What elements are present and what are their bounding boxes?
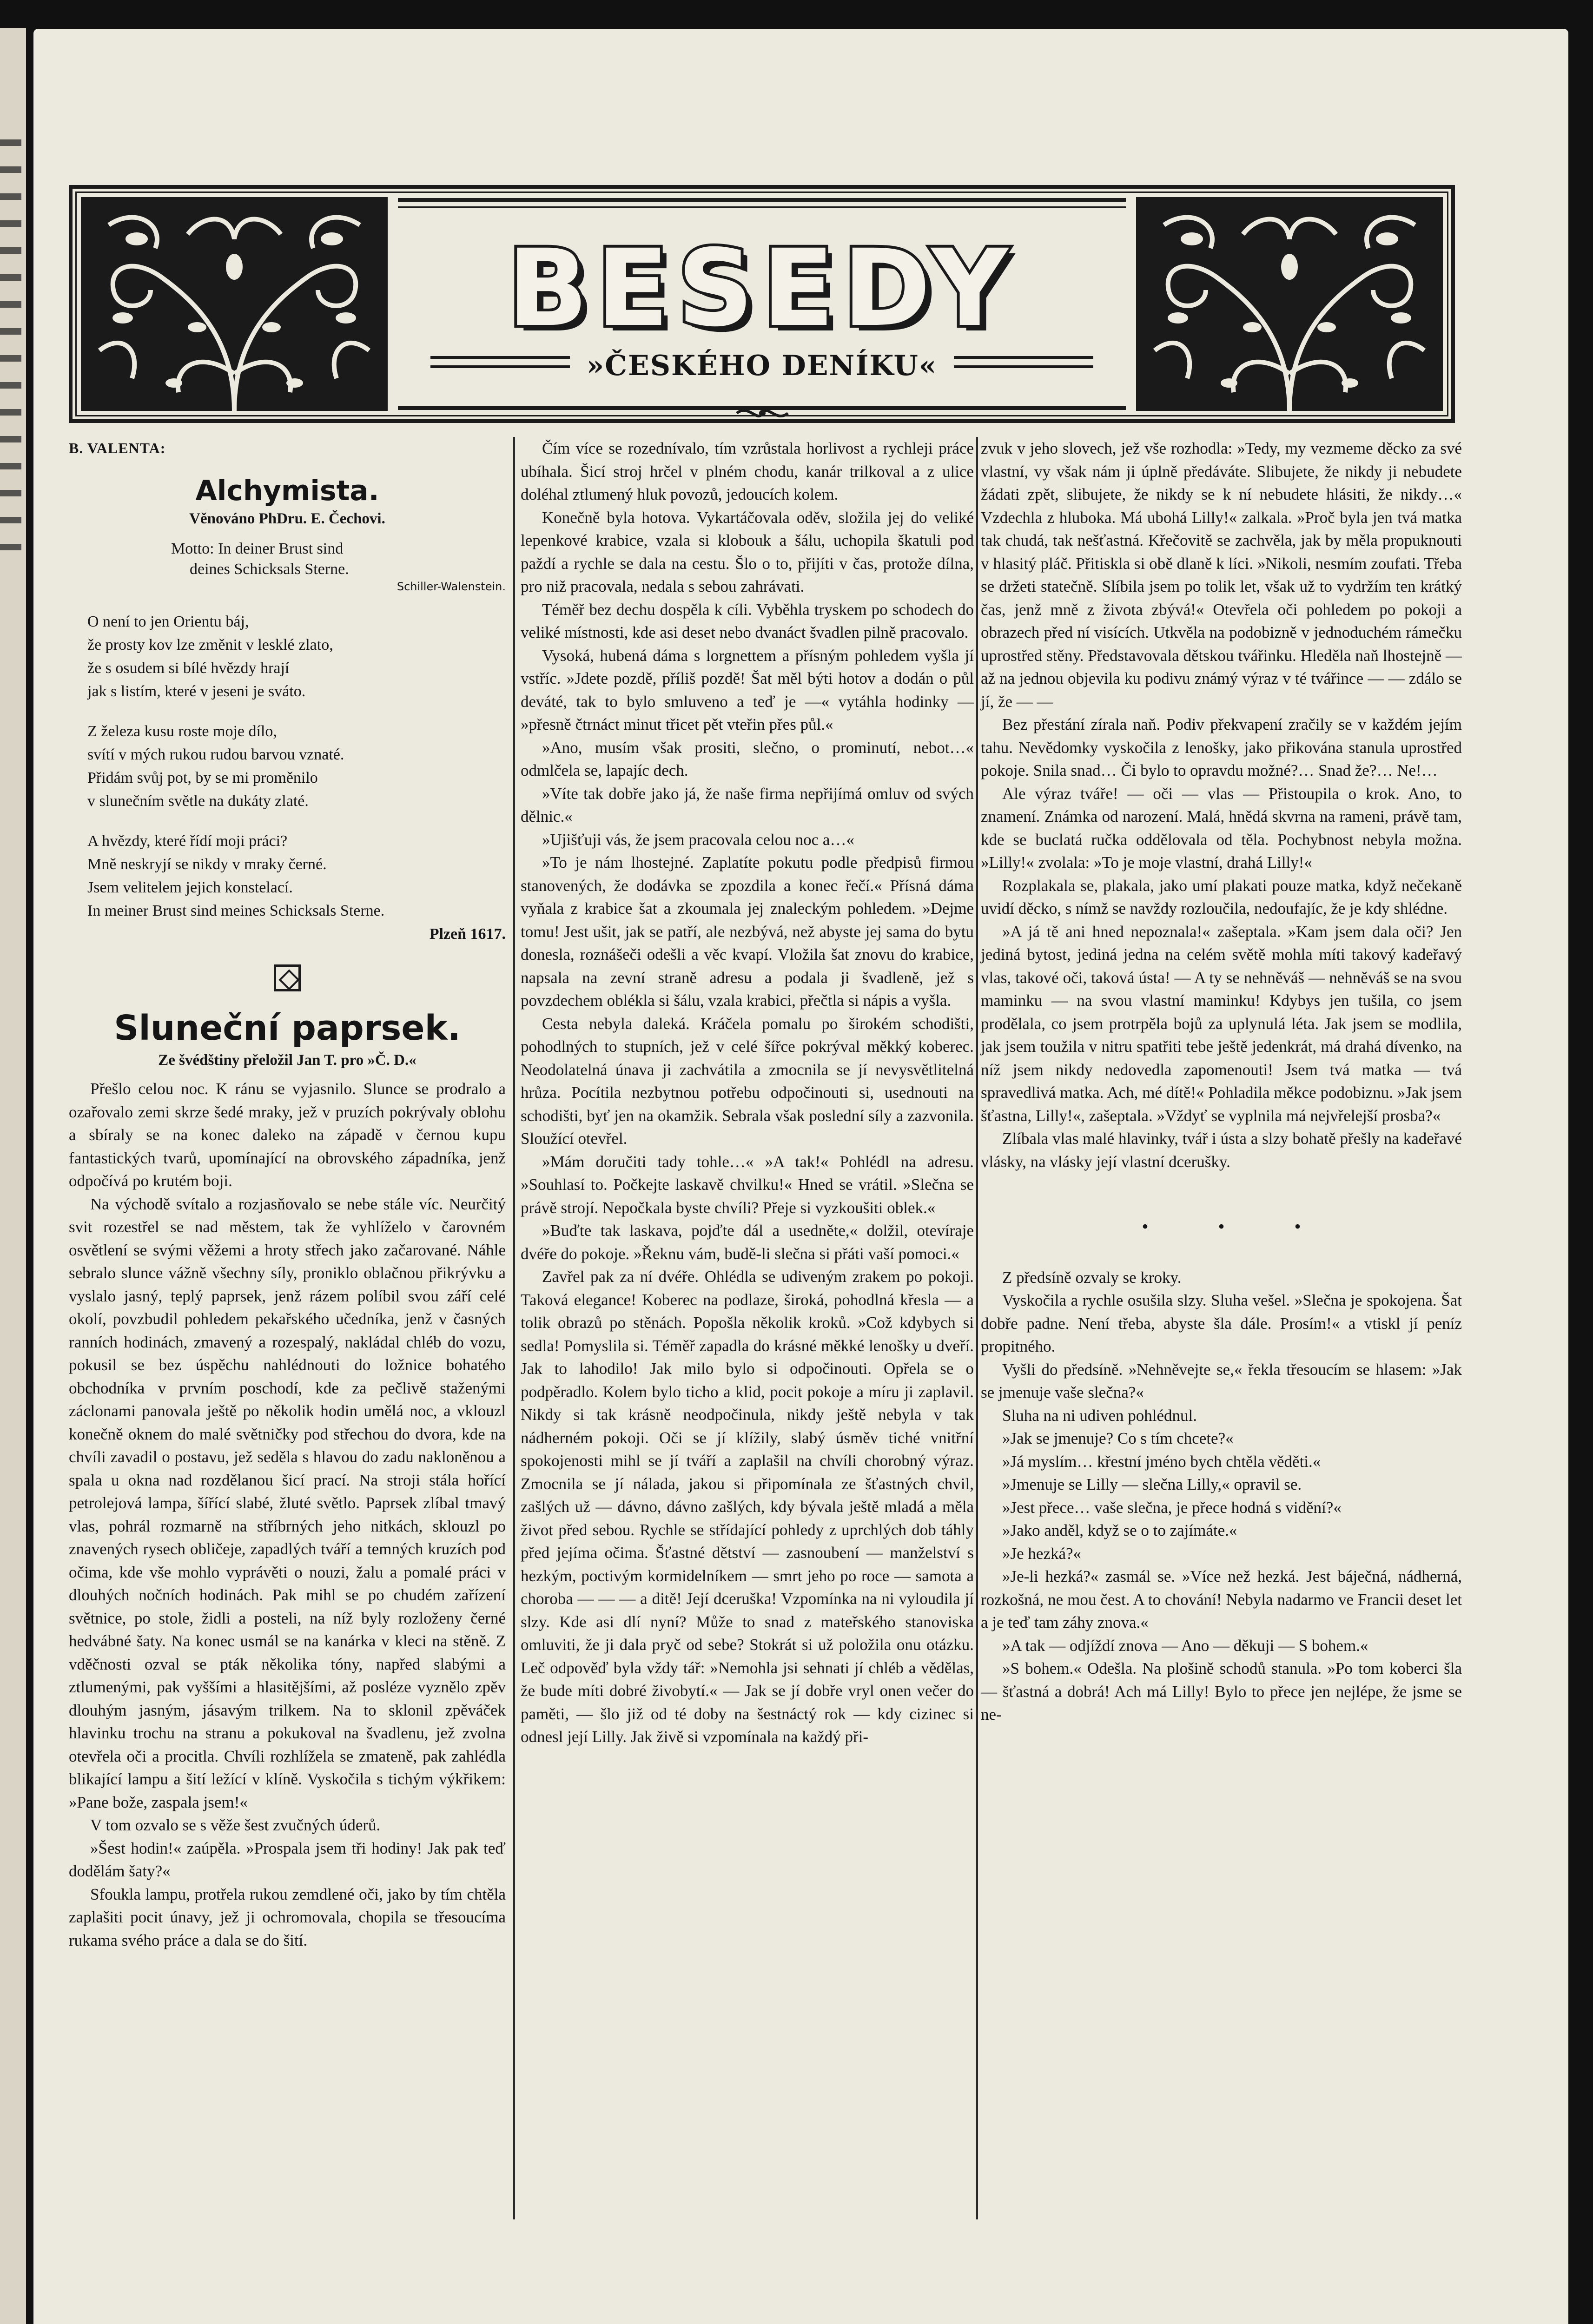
story-paragraph: Na východě svítalo a rozjasňovalo se nebe stále víc. Neurčitý svit rozestřel se nad městem, tak že vyhlíželo v čarovném osvětlení se svými věžemi a hroty střech jako začarované. Náhle sebralo slunce vážně všechny síly, proniklo oblačnou přikrývku a vyslalo jasný, teplý paprsek, jenž rázem políbil svou září celé okolí, povzbudil pohledem pekařského učedníka, jenž v časných ranních hodinách, zmavený a rozespalý, nakládal chléb do vozu, pokusil se bez úspěchu nahlédnouti do ložnice bohatého obchodníka v prvním poschodí, kde za pečlivě staženými záclonami panovala ještě po několik hodin umělá noc, a vklouzl konečně oknem do malé světničky pod střechou do dvora, kde na chvíli zavadil o postavu, jež seděla s hlavou do zadu nakloněnou a spala u okna nad rozdělanou šicí prací. Na stroji stála hořící petrolejová lampa, šířící slabé, žluté světlo. Paprsek zlíbal tmavý vlas, pohrál rozmarně na stříbrných jeho nitkách, sklouzl po znavených rysech obličeje, zapadlých tváří a temných kruzích pod očima, kde vše mohlo vyprávěti o nouzi, žalu a pomalé práci v dlouhých nočních hodinách. Pak mihl se po chudém zařízení světnice, po stole, židli a posteli, na níž byly rozloženy černé hedvábné šaty. Na konec usmál se na kanárka v kleci na stěně. Z vděčnosti ozval se pták několika tóny, napřed slabými a ztlumenými, pak vyššími a hlasitějšími, až posléze vyznělo zpěv dlouhým jasným, jásavým trilkem. Na to sklonil zpěváček hlavinku trochu na stranu a pokukoval na švadlenu, jež zvolna otevřela oči a procitla. Chvíli rozhlížela se zmateně, pak zahlédla blikající lampu a šití ležící v klíně. Vyskočila s tichým výkřikem: »Pane bože, zaspala jsem!« xyxy=(69,1195,506,1811)
story-paragraph: Čím více se rozednívalo, tím vzrůstala horlivost a rychleji práce ubíhala. Šicí stroj hrčel v plném chodu, kanár trilkoval a z ulice doléhal ztlumený hluk povozů, jedoucích kolem. xyxy=(521,439,974,503)
story-paragraph: Zlíbala vlas malé hlavinky, tvář i ústa a slzy bohatě přešly na kadeřavé vlásky, na vlásky její vlastní dcerušky. xyxy=(981,1129,1462,1171)
story-paragraph: »Ano, musím však prositi, slečno, o prominutí, nebot…« odmlčela se, lapajíc dech. xyxy=(521,738,974,779)
column-3 xyxy=(981,437,1462,1726)
masthead-subtitle: »ČESKÉHO DENÍKU« xyxy=(586,350,938,382)
subtitle-rule-right xyxy=(954,356,1093,368)
verse: Jsem velitelem jejich konstelací. xyxy=(87,879,293,896)
verse: Mně neskryjí se nikdy v mraky černé. xyxy=(87,856,327,873)
art-nouveau-ornament-right xyxy=(1136,197,1443,411)
story-byline: Ze švédštiny přeložil Jan T. pro »Č. D.« xyxy=(158,1051,416,1069)
story-paragraph: Sfoukla lampu, protřela rukou zemdlené oči, jako by tím chtěla zaplašiti pocit únavy, jež ji ochromovala, chopila se třesoucíma rukama svého práce a dala se do šití. xyxy=(69,1885,506,1949)
story-paragraph: Rozplakala se, plakala, jako umí plakati pouze matka, když nečekaně uvidí děcko, s nímž se navždy rozloučila, nedoufajíc, že je kdy shlédne. xyxy=(981,876,1462,918)
verse: jak s listím, které v jeseni je sváto. xyxy=(87,683,306,700)
story-paragraph: Vyskočila a rychle osušila slzy. Sluha vešel. »Slečna je spokojena. Šat dobře padne. Není třeba, abyste šla dále. Prosím!« a vtiskl jí peníz propitného. xyxy=(981,1291,1462,1355)
story-paragraph: Konečně byla hotova. Vykartáčovala oděv, složila jej do veliké lepenkové krabice, vzala si klobouk a šálu, uchopila škatuli pod paždí a rychle se dala na cestu. Šlo o to, přijíti v čas, protože dílna, pro niž pracovala, nedala s sebou zahrávati. xyxy=(521,508,974,595)
poem-stanza-3 xyxy=(69,830,506,923)
column-2 xyxy=(521,437,974,1749)
story-paragraph: zvuk v jeho slovech, jež vše rozhodla: »Tedy, my vezmeme děcko za své vlastní, vy však nám ji úplně předáváte. Slibujete, že nikdy ji nebudete žádati zpět, slibujete, že nikdy se k ní nebudete hlásiti, že nikdy…« Vzdechla z hluboka. Má ubohá Lilly!« zalkala. »Proč byla jen tvá matka tak chudá, tak nešťastná. Křečovitě se zachvěla, jak by měla propuknouti v hlasitý pláč. Přitiskla si obě dlaně k líci. »Nikoli, nesmím zoufati. Třeba se držeti statečně. Slíbila jsem po tolik let, však už to vydržím ten krátký čas, jenž mně z života zbývá!« Otevřela oči pohledem po pokoji a obrazech před ní visících. Utkvěla na podobizně v jednoduchém rámečku uprostřed stěny. Představovala dětskou tvářinku. Hleděla naň lhostejně — až na jednou objevila ku podivu známý výraz v té tvářince — — zdálo se jí, že — — xyxy=(981,439,1462,711)
story-paragraph: Vyšli do předsíně. »Nehněvejte se,« řekla třesoucím se hlasem: »Jak se jmenuje vaše slečna?« xyxy=(981,1360,1462,1401)
story-paragraph: »Ujišťuji vás, že jsem pracovala celou noc a…« xyxy=(542,830,854,849)
verse: O není to jen Orientu báj, xyxy=(87,613,249,630)
story-paragraph: Ale výraz tváře! — oči — vlas — Přistoupila o krok. Ano, to znamení. Známka od narození. Malá, hnědá skvrna na rameni, právě tam, kde se buclatá ručka oddělovala od těla. Pochybnost nebyla možna. »Lilly!« zvolala: »To je moje vlastní, drahá Lilly!« xyxy=(981,784,1462,872)
poem-stanza-1 xyxy=(69,610,506,703)
story-paragraph: »A tak — odjíždí znova — Ano — děkuji — S bohem.« xyxy=(1002,1636,1368,1655)
verse: v slunečním světle na dukáty zlaté. xyxy=(87,792,309,810)
story-paragraph: Zavřel pak za ní dvéře. Ohlédla se udiveným zrakem po pokoji. Taková elegance! Koberec na podlaze, široká, pohodlná křesla — a tolik obrazů po stěnách. Popošla několik kroků. »Což kdybych si sedla! Pomyslila si. Téměř zapadla do krásné měkké lenošky u dveří. Jak to lahodilo! Jak milo bylo si odpočinouti. Opřela se o podpěradlo. Kolem bylo ticho a klid, pocit pokoje a míru ji zaplavil. Nikdy si tak krásně neodpočinula, nikdy ještě nebyla v tak nádherném pokoji. Oči se jí klížily, slabý úsměv tiché vnitřní spokojenosti mihl se jí tváří a zaplašil na chvíli chorobný výraz. Zmocnila se jí nálada, jakou si připomínala ze šťastných chvil, zašlých už — dávno, dávno zašlých, kdy bývala ještě mladá a měla život před sebou. Rychle se střídající pohledy z uprchlých dob táhly před jejíma očima. Šťastné dětství — zasnoubení — manželství s hezkým, poctivým kormidelníkem — smrt jeho po roce — samota a choroba — — — a ditě! Její dceruška! Vzpomínka na ni vyloudila jí slzy. Kde asi dlí nyní? Může to snad z mateřského stanoviska omluviti, že ji dala pryč od sebe? Stokrát si už položila onu otázku. Leč odpověď byla vždy tář: »Nemohla jsi sehnati jí chléb a vědělas, že bude míti dobré živobytí.« — Jak se jí dobře vryl onen večer do paměti, — šlo již od té doby na šestnáctý rok — kdy cizinec si odnesl její Lilly. Jak živě si vzpomínala na každý při- xyxy=(521,1268,974,1746)
column-rule-2 xyxy=(976,437,978,2219)
story-paragraph: »A já tě ani hned nepoznala!« zašeptala. »Kam jsem dala oči? Jen jediná bytost, jediná jedna na celém světě mohla míti takový kadeřavý vlas, takové oči, taková ústa! — A ty se nehněváš — nehněváš se na svou maminku — na svou vlastní maminku! Kdybys jen tušila, co jsem prodělala, co jsem protrpěla bojů za uplynulá léta. Jak jsem se modlila, jak jsem toužila v nitru spatřiti tebe ještě jedenkrát, má drahá dívenko, na níž jsem nikdy nedovedla zapomenouti! Jsem tvá matka — tvá spravedlivá matka. Ach, mé dítě!« Pohladila měkce podobiznu. »Jak jsem šťastna, Lilly!«, zašeptala. »Vždyť se vyplnila má nejvřelejší prosba?« xyxy=(981,922,1462,1125)
masthead xyxy=(69,185,1455,423)
story-paragraph: »Víte tak dobře jako já, že naše firma nepřijímá omluv od svých dělnic.« xyxy=(521,784,974,825)
poem-title: Alchymista. xyxy=(195,474,379,507)
story-paragraph: »Jak se jmenuje? Co s tím chcete?« xyxy=(1002,1429,1234,1447)
story-title: Sluneční paprsek. xyxy=(114,1008,461,1048)
story-paragraph: »Šest hodin!« zaúpěla. »Prospala jsem tři hodiny! Jak pak teď dodělám šaty?« xyxy=(69,1839,506,1880)
story-paragraph: Cesta nebyla daleká. Kráčela pomalu po širokém schodišti, pohodlných to stupních, jež v celé šířce pokrýval měkký koberec. Neodolatelná únava ji zachvátila a zmocnila se jí nevysvětlitelná hrůza. Pocítila nezbytnou potřebu odpočinouti si, usednouti na schodišti, byť jen na okamžik. Sebrala však poslední síly a zazvonila. Sloužící otevřel. xyxy=(521,1014,974,1148)
masthead-center xyxy=(398,189,1126,419)
verse: svítí v mých rukou rudou barvou vznaté. xyxy=(87,746,344,763)
adjacent-page-edge xyxy=(0,28,26,2324)
story-paragraph: »Já myslím… křestní jméno bych chtěla věděti.« xyxy=(1002,1452,1321,1471)
story-paragraph: Bez přestání zírala naň. Podiv překvapení zračily se v každém jejím tahu. Nevědomky vyskočila z lenošky, jako přikována stanula uprostřed pokoje. Snila snad… Či bylo to opravdu možné?… Snad že?… Ne!… xyxy=(981,715,1462,779)
motto-line: Motto: In deiner Brust sind xyxy=(171,540,344,557)
story-paragraph: Vysoká, hubená dáma s lorgnettem a přísným pohledem vyšla jí vstříc. »Jdete pozdě, příliš pozdě! Šat měl býti hotov a dodán o půl deváté, tak to bylo smluveno a teď je —« vytáhla hodinky — »přesně čtrnáct minut třicet pět vteřin přes půl.« xyxy=(521,646,974,733)
section-break-dots: ••• xyxy=(1142,1216,1371,1237)
poem-dedication: Věnováno PhDru. E. Čechovi. xyxy=(189,510,385,527)
verse: In meiner Brust sind meines Schicksals Sterne. xyxy=(87,902,385,919)
story-paragraph: »Buďte tak laskava, pojďte dál a usedněte,« dolžil, otevíraje dvéře do pokoje. »Řeknu vám, budě-li slečna si přáti vaší pomoci.« xyxy=(521,1221,974,1263)
masthead-title: BESEDY xyxy=(507,226,1017,350)
story-paragraph: Téměř bez dechu dospěla k cíli. Vyběhla tryskem po schodech do veliké místnosti, kde asi deset nebo dvanáct švadlen pilně pracovalo. xyxy=(521,600,974,641)
motto-line: deines Schicksals Sterne. xyxy=(190,561,349,578)
story-paragraph: »S bohem.« Odešla. Na plošině schodů stanula. »Po tom koberci šla — šťastná a dobrá! Ach má Lilly! Bylo to přece jen nejlépe, že jsme se ne- xyxy=(981,1659,1462,1723)
story-paragraph: »Je-li hezká?« zasmál se. »Více než hezká. Jest báječná, nádherná, rozkošná, ne mou čest. A to chování! Nebyla nadarmo ve Francii deset let a je teď tam záhy znova.« xyxy=(981,1567,1462,1631)
column-1 xyxy=(69,437,506,1952)
verse: Přidám svůj pot, by se mi proměnilo xyxy=(87,769,318,786)
verse: A hvězdy, které řídí moji práci? xyxy=(87,832,288,850)
motto-source: Schiller-Walenstein. xyxy=(397,580,506,593)
verse: Z železa kusu roste moje dílo, xyxy=(87,723,277,740)
story-paragraph: Přešlo celou noc. K ránu se vyjasnilo. Slunce se prodralo a ozařovalo zemi skrze šedé mraky, jež v pruzích pokrývaly oblohu a sbíraly se na konec daleko na západě v černou kupu fantastických tvarů, upomínající na obrovského západníka, jenž odpočívá po krutém boji. xyxy=(69,1080,506,1190)
story-paragraph: Z předsíně ozvaly se kroky. xyxy=(1002,1268,1182,1287)
poem-stanza-2 xyxy=(69,720,506,813)
story-paragraph: Sluha na ni udiven pohlédnul. xyxy=(1002,1406,1197,1425)
story-paragraph: »Jmenuje se Lilly — slečna Lilly,« opravil se. xyxy=(1002,1475,1302,1493)
poem-place-date: Plzeň 1617. xyxy=(429,925,506,943)
story-paragraph: »Mám doručiti tady tohle…« »A tak!« Pohlédl na adresu. »Souhlasí to. Počkejte laskavě chvilku!« Hned se vrátil. »Slečna se právě strojí. Nepočkala byste chvíli? Přeje si vyzkoušiti oblek.« xyxy=(521,1152,974,1217)
story-paragraph: »Jako anděl, když se o to zajímáte.« xyxy=(1002,1521,1237,1539)
column-rule-1 xyxy=(513,437,515,2219)
poem-author: B. VALENTA: xyxy=(69,440,166,456)
story-paragraph: »To je nám lhostejné. Zaplatíte pokutu podle předpisů firmou stanovených, že dodávka se zpozdila a konec řečí.« Přísná dáma vyňala z krabice šat a zkoumala jej znaleckým pohledem. »Dejme tomu! Jest ušit, jak se patří, ale nezbývá, než abyste jej sama do bytu donesla, roznášeči odešli a věc kvapí. Vložila šat znovu do krabice, napsala na zevní straně adresu a podala ji švadleně, jež s povzdechem oblékla si šálu, vzala krabici, přečtla si nápis a vyšla. xyxy=(521,853,974,1010)
art-nouveau-ornament-left xyxy=(81,197,388,411)
section-divider-icon xyxy=(274,964,301,991)
verse: že prosty kov lze změnit v lesklé zlato, xyxy=(87,636,333,654)
story-paragraph: »Je hezká?« xyxy=(1002,1544,1082,1563)
story-paragraph: V tom ozvalo se s věže šest zvučných úderů. xyxy=(90,1816,381,1834)
verse: že s osudem si bílé hvězdy hrají xyxy=(87,660,290,677)
story-paragraph: »Jest přece… vaše slečna, je přece hodná s vidění?« xyxy=(1002,1498,1342,1517)
poem-motto xyxy=(69,539,506,580)
